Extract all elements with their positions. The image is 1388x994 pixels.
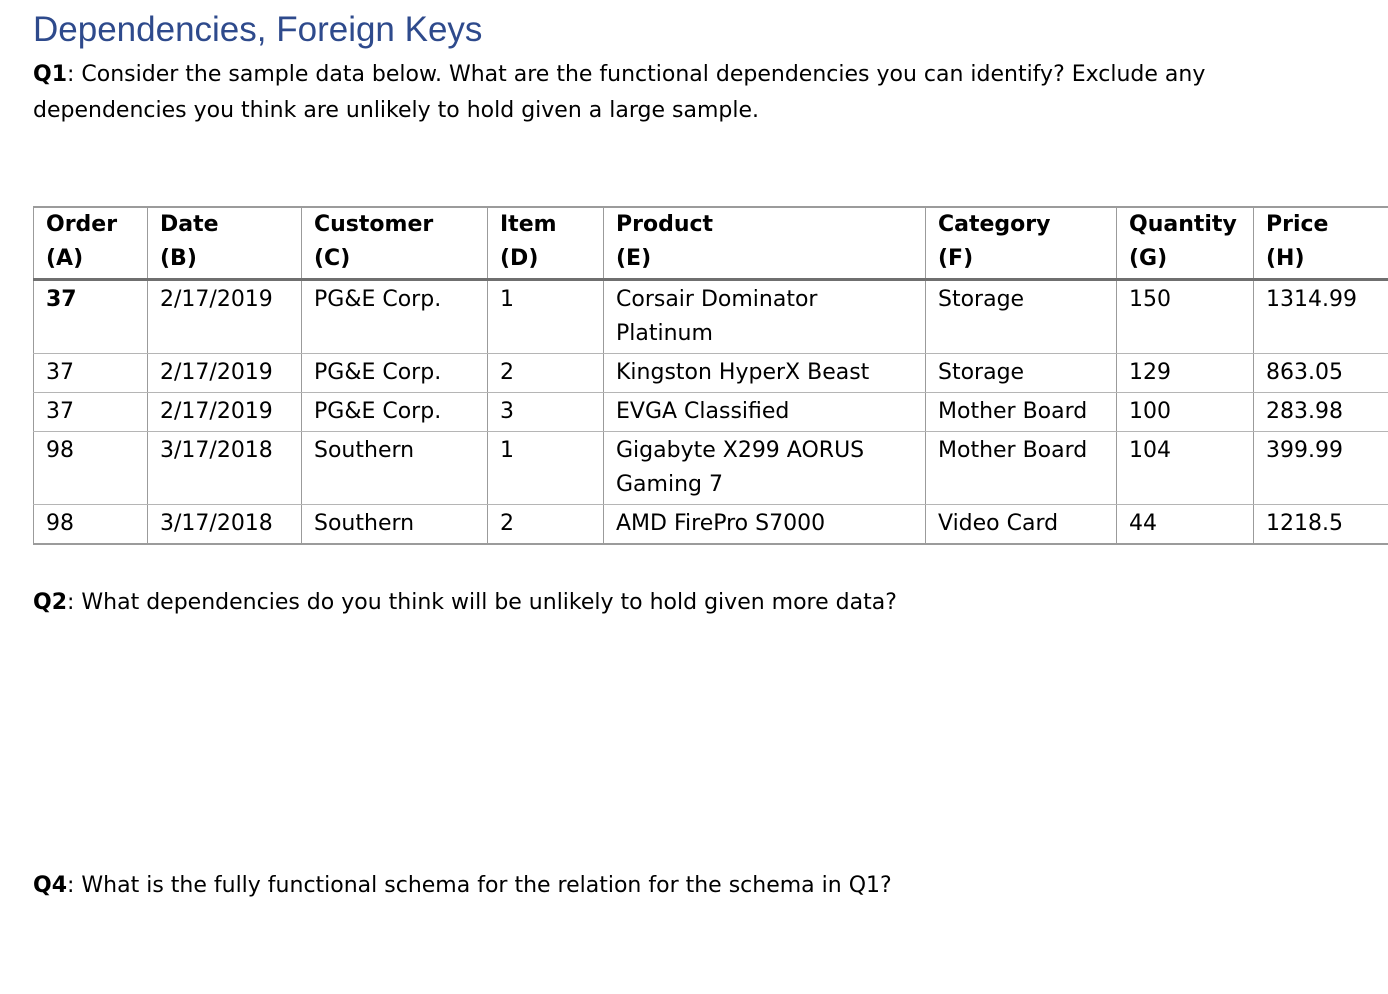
cell-order: 37	[34, 354, 148, 393]
cell-quantity: 104	[1117, 432, 1254, 505]
cell-product: AMD FirePro S7000	[604, 505, 926, 545]
cell-price: 1314.99	[1254, 280, 1388, 354]
cell-category: Storage	[926, 354, 1117, 393]
table-row	[34, 354, 1388, 393]
cell-order: 98	[34, 505, 148, 545]
cell-item: 2	[488, 505, 604, 545]
cell-item: 2	[488, 354, 604, 393]
question-1-text: : Consider the sample data below. What are the functional dependencies you can identify? Exclude any dependencies you think are unlikely to hold given a large sample.	[33, 62, 1206, 123]
header-date: Date (B)	[148, 207, 302, 280]
cell-quantity: 100	[1117, 393, 1254, 432]
question-4-label: Q4	[33, 873, 68, 898]
question-1-label: Q1	[33, 62, 68, 87]
cell-customer: Southern	[302, 432, 488, 505]
cell-quantity: 44	[1117, 505, 1254, 545]
question-4-text: : What is the fully functional schema for the relation for the schema in Q1?	[67, 873, 892, 898]
cell-customer: Southern	[302, 505, 488, 545]
table-row	[34, 393, 1388, 432]
question-1	[33, 57, 1283, 129]
table-header-row	[34, 207, 1388, 280]
page-title: Dependencies, Foreign Keys	[33, 10, 483, 49]
question-4	[33, 868, 1283, 904]
sample-data-table	[33, 206, 1388, 545]
cell-product: Gigabyte X299 AORUS Gaming 7	[604, 432, 926, 505]
cell-quantity: 129	[1117, 354, 1254, 393]
cell-item: 3	[488, 393, 604, 432]
cell-customer: PG&E Corp.	[302, 354, 488, 393]
cell-order: 37	[34, 280, 148, 354]
cell-date: 3/17/2018	[148, 505, 302, 545]
cell-quantity: 150	[1117, 280, 1254, 354]
cell-price: 399.99	[1254, 432, 1388, 505]
cell-item: 1	[488, 432, 604, 505]
cell-date: 2/17/2019	[148, 280, 302, 354]
question-2-text: : What dependencies do you think will be unlikely to hold given more data?	[67, 590, 897, 615]
cell-order: 98	[34, 432, 148, 505]
cell-category: Mother Board	[926, 432, 1117, 505]
header-product: Product (E)	[604, 207, 926, 280]
cell-product: Kingston HyperX Beast	[604, 354, 926, 393]
question-2-label: Q2	[33, 590, 68, 615]
header-item: Item (D)	[488, 207, 604, 280]
cell-date: 3/17/2018	[148, 432, 302, 505]
header-order: Order (A)	[34, 207, 148, 280]
table-row	[34, 505, 1388, 545]
cell-date: 2/17/2019	[148, 354, 302, 393]
cell-price: 1218.5	[1254, 505, 1388, 545]
question-2	[33, 585, 1283, 621]
cell-customer: PG&E Corp.	[302, 393, 488, 432]
cell-category: Video Card	[926, 505, 1117, 545]
cell-customer: PG&E Corp.	[302, 280, 488, 354]
header-quantity: Quantity (G)	[1117, 207, 1254, 280]
cell-product: Corsair Dominator Platinum	[604, 280, 926, 354]
cell-price: 863.05	[1254, 354, 1388, 393]
cell-product: EVGA Classified	[604, 393, 926, 432]
cell-category: Mother Board	[926, 393, 1117, 432]
cell-price: 283.98	[1254, 393, 1388, 432]
cell-date: 2/17/2019	[148, 393, 302, 432]
header-price: Price (H)	[1254, 207, 1388, 280]
table-row	[34, 280, 1388, 354]
table-row	[34, 432, 1388, 505]
cell-order: 37	[34, 393, 148, 432]
cell-category: Storage	[926, 280, 1117, 354]
cell-item: 1	[488, 280, 604, 354]
header-customer: Customer (C)	[302, 207, 488, 280]
header-category: Category (F)	[926, 207, 1117, 280]
